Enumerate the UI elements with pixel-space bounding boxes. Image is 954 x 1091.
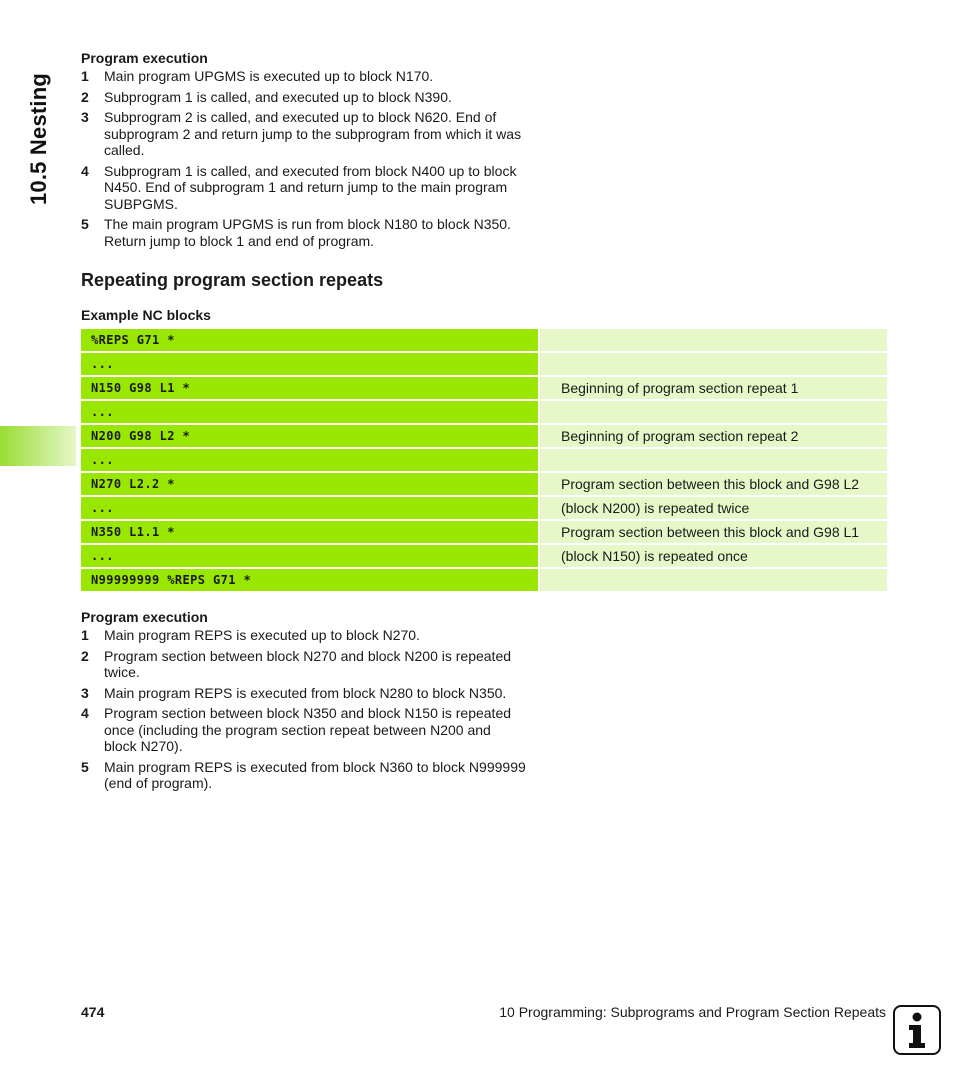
list-item (81, 685, 526, 702)
step-number: 1 (81, 68, 89, 84)
list-item (81, 759, 526, 792)
nc-comment (540, 449, 887, 471)
table-row (81, 353, 887, 375)
nc-code: N200 G98 L2 * (81, 425, 538, 447)
table-row (81, 521, 887, 543)
nc-blocks-table (81, 327, 887, 593)
step-text: Program section between block N270 and block N200 is repeated twice. (104, 647, 512, 680)
nc-code: N150 G98 L1 * (81, 377, 538, 399)
step-text: Subprogram 1 is called, and executed from block N400 up to block N450. End of subprogram 1 and return jump to the main program SUBPGMS. (104, 162, 517, 212)
step-text: Main program UPGMS is executed up to block N170. (104, 68, 434, 84)
nc-code: N350 L1.1 * (81, 521, 538, 543)
table-row (81, 425, 887, 447)
main-content (81, 48, 887, 796)
nc-comment (540, 401, 887, 423)
section-heading: Repeating program section repeats (81, 270, 384, 290)
list-item (81, 627, 526, 644)
section-tab-marker (0, 426, 76, 466)
nc-comment: Program section between this block and G98 L1 (540, 521, 887, 543)
table-row (81, 449, 887, 471)
nc-code: ... (81, 353, 538, 375)
list-item (81, 648, 526, 681)
step-number: 5 (81, 758, 89, 775)
page-number: 474 (81, 1004, 105, 1020)
nc-comment: Beginning of program section repeat 2 (540, 425, 887, 447)
info-icon[interactable] (893, 1005, 941, 1055)
step-number: 2 (81, 88, 89, 105)
table-row (81, 473, 887, 495)
program-execution-heading-1: Program execution (81, 50, 208, 66)
step-number: 1 (81, 627, 89, 643)
step-text: Main program REPS is executed from block N280 to block N350. (104, 684, 507, 701)
step-number: 5 (81, 216, 89, 232)
step-number: 2 (81, 647, 89, 664)
table-row (81, 329, 887, 351)
nc-code: %REPS G71 * (81, 329, 538, 351)
nc-comment: Program section between this block and G98 L2 (540, 473, 887, 495)
step-text: Subprogram 1 is called, and executed up to block N390. (104, 88, 452, 105)
list-item (81, 89, 526, 106)
nc-code: ... (81, 497, 538, 519)
step-number: 4 (81, 162, 89, 179)
step-text: Program section between block N350 and block N150 is repeated once (including the program section repeat between N200 and block N270). (104, 705, 512, 754)
table-row (81, 497, 887, 519)
program-execution-list-1 (81, 68, 526, 249)
step-number: 4 (81, 705, 89, 721)
table-row (81, 401, 887, 423)
nc-comment (540, 353, 887, 375)
list-item (81, 705, 526, 755)
example-nc-blocks-heading: Example NC blocks (81, 307, 211, 323)
section-title-vertical: 10.5 Nesting (26, 72, 51, 205)
step-text: Main program REPS is executed from block N360 to block N999999 (end of program). (104, 758, 526, 791)
step-text: Main program REPS is executed up to block N270. (104, 627, 420, 643)
chapter-title: 10 Programming: Subprograms and Program Section Repeats (499, 1004, 886, 1020)
program-execution-heading-2: Program execution (81, 609, 208, 625)
list-item (81, 163, 526, 213)
table-row (81, 377, 887, 399)
step-text: Subprogram 2 is called, and executed up to block N620. End of subprogram 2 and return jump to the subprogram from which it was called. (104, 109, 522, 158)
list-item (81, 68, 526, 85)
nc-code: ... (81, 545, 538, 567)
nc-comment: Beginning of program section repeat 1 (540, 377, 887, 399)
nc-comment (540, 569, 887, 591)
list-item (81, 216, 526, 249)
nc-comment (540, 329, 887, 351)
program-execution-list-2 (81, 627, 526, 792)
nc-code: ... (81, 401, 538, 423)
nc-comment: (block N150) is repeated once (540, 545, 887, 567)
step-number: 3 (81, 684, 89, 701)
step-text: The main program UPGMS is run from block N180 to block N350. Return jump to block 1 and end of program. (104, 216, 511, 249)
nc-code: N270 L2.2 * (81, 473, 538, 495)
info-glyph-icon (895, 1007, 939, 1053)
nc-code: N99999999 %REPS G71 * (81, 569, 538, 591)
nc-code: ... (81, 449, 538, 471)
table-row (81, 569, 887, 591)
nc-comment: (block N200) is repeated twice (540, 497, 887, 519)
list-item (81, 109, 526, 159)
step-number: 3 (81, 109, 89, 125)
table-row (81, 545, 887, 567)
